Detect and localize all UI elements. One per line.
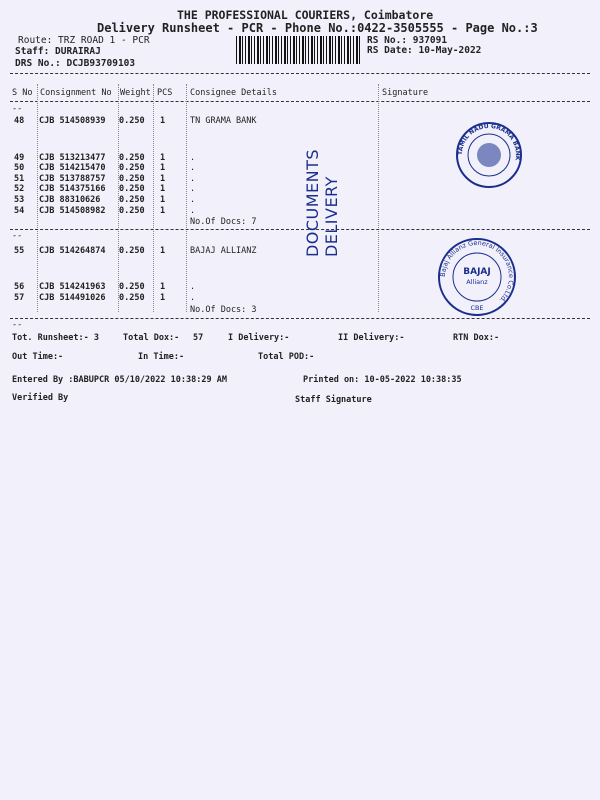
- bank-seal-text: TAMIL NADU GRAMA BANK: [456, 122, 522, 161]
- group2-doc-count: No.Of Docs: 3: [190, 305, 257, 315]
- cell-cons: CJB 513788757: [39, 174, 106, 184]
- column-separator: [186, 84, 187, 312]
- route-text: Route: TRZ ROAD 1 - PCR: [18, 35, 150, 46]
- divider: [10, 229, 590, 230]
- divider: [10, 318, 590, 319]
- divider-mark: --: [12, 104, 23, 114]
- rs-date: RS Date: 10-May-2022: [367, 45, 482, 56]
- entered-by: Entered By :BABUPCR 05/10/2022 10:38:29 AM: [12, 375, 227, 385]
- ii-delivery: II Delivery:-: [338, 333, 405, 343]
- runsheet-title: Delivery Runsheet - PCR - Phone No.:0422-3505555 - Page No.:3: [97, 21, 538, 35]
- barcode: [236, 36, 360, 64]
- column-separator: [153, 84, 154, 312]
- cell-pcs: 1: [160, 163, 166, 173]
- total-dox-label: Total Dox:-: [123, 333, 180, 343]
- cell-pcs: 1: [160, 206, 166, 216]
- bajaj-seal-city: CBE: [470, 304, 484, 312]
- column-separator: [37, 84, 38, 312]
- cell-detail: TN GRAMA BANK: [190, 116, 257, 126]
- cell-weight: 0.250: [119, 206, 145, 216]
- staff-text: Staff: DURAIRAJ: [15, 46, 101, 57]
- bajaj-seal-sub: Allianz: [466, 278, 488, 286]
- cell-pcs: 1: [160, 116, 166, 126]
- cell-detail: .: [190, 174, 196, 184]
- cell-pcs: 1: [160, 174, 166, 184]
- rs-number: RS No.: 937091: [367, 35, 448, 46]
- bajaj-seal-center: BAJAJ: [463, 267, 491, 277]
- divider: [10, 101, 590, 102]
- cell-weight: 0.250: [119, 184, 145, 194]
- cell-detail: .: [190, 206, 196, 216]
- cell-pcs: 1: [160, 195, 166, 205]
- col-signature: Signature: [382, 88, 429, 98]
- cell-sno: 52: [14, 184, 25, 194]
- col-consignee: Consignee Details: [190, 88, 277, 98]
- cell-detail: BAJAJ ALLIANZ: [190, 246, 257, 256]
- cell-pcs: 1: [160, 153, 166, 163]
- cell-pcs: 1: [160, 184, 166, 194]
- bank-seal-stamp: [452, 120, 526, 190]
- total-dox-value: 57: [193, 333, 204, 343]
- cell-sno: 50: [14, 163, 25, 173]
- cell-detail: .: [190, 184, 196, 194]
- cell-weight: 0.250: [119, 163, 145, 173]
- cell-detail: .: [190, 195, 196, 205]
- cell-pcs: 1: [160, 293, 166, 303]
- column-separator: [378, 84, 379, 312]
- cell-pcs: 1: [160, 246, 166, 256]
- cell-cons: CJB 514491026: [39, 293, 106, 303]
- cell-detail: .: [190, 163, 196, 173]
- divider-mark: --: [12, 231, 23, 241]
- col-weight: Weight: [120, 88, 151, 98]
- cell-weight: 0.250: [119, 153, 145, 163]
- cell-sno: 55: [14, 246, 25, 256]
- divider-mark: --: [12, 320, 23, 330]
- cell-cons: CJB 514264874: [39, 246, 106, 256]
- cell-weight: 0.250: [119, 246, 145, 256]
- cell-cons: CJB 514508939: [39, 116, 106, 126]
- cell-sno: 57: [14, 293, 25, 303]
- i-delivery: I Delivery:-: [228, 333, 290, 343]
- documents-delivery-stamp: [303, 120, 341, 285]
- in-time: In Time:-: [138, 352, 185, 362]
- cell-detail: .: [190, 293, 196, 303]
- cell-weight: 0.250: [119, 116, 145, 126]
- cell-cons: CJB 514241963: [39, 282, 106, 292]
- col-consignment: Consignment No: [40, 88, 112, 98]
- bajaj-seal-stamp: [432, 236, 522, 318]
- cell-weight: 0.250: [119, 293, 145, 303]
- staff-signature-label: Staff Signature: [295, 395, 372, 405]
- divider: [10, 73, 590, 74]
- group1-doc-count: No.Of Docs: 7: [190, 217, 257, 227]
- cell-pcs: 1: [160, 282, 166, 292]
- cell-sno: 53: [14, 195, 25, 205]
- cell-cons: CJB 88310626: [39, 195, 101, 205]
- cell-sno: 48: [14, 116, 25, 126]
- cell-detail: .: [190, 282, 196, 292]
- bajaj-seal-ring-text: Bajaj Allianz General Insurance Co.Ltd.: [438, 238, 516, 305]
- cell-sno: 49: [14, 153, 25, 163]
- cell-sno: 56: [14, 282, 25, 292]
- col-pcs: PCS: [157, 88, 173, 98]
- cell-sno: 51: [14, 174, 25, 184]
- cell-cons: CJB 514375166: [39, 184, 106, 194]
- cell-detail: .: [190, 153, 196, 163]
- documents-delivery-text: DOCUMENTS DELIVERY: [303, 148, 341, 257]
- cell-cons: CJB 514215470: [39, 163, 106, 173]
- verified-by: Verified By: [12, 393, 69, 403]
- cell-cons: CJB 513213477: [39, 153, 106, 163]
- total-pod: Total POD:-: [258, 352, 315, 362]
- cell-sno: 54: [14, 206, 25, 216]
- cell-cons: CJB 514508982: [39, 206, 106, 216]
- cell-weight: 0.250: [119, 195, 145, 205]
- col-sno: S No: [12, 88, 33, 98]
- rtn-dox: RTN Dox:-: [453, 333, 500, 343]
- cell-weight: 0.250: [119, 174, 145, 184]
- out-time: Out Time:-: [12, 352, 64, 362]
- drs-number: DRS No.: DCJB93709103: [15, 58, 136, 69]
- tot-runsheet: Tot. Runsheet:- 3: [12, 333, 99, 343]
- company-title: THE PROFESSIONAL COURIERS, Coimbatore: [177, 8, 434, 22]
- cell-weight: 0.250: [119, 282, 145, 292]
- printed-on: Printed on: 10-05-2022 10:38:35: [303, 375, 462, 385]
